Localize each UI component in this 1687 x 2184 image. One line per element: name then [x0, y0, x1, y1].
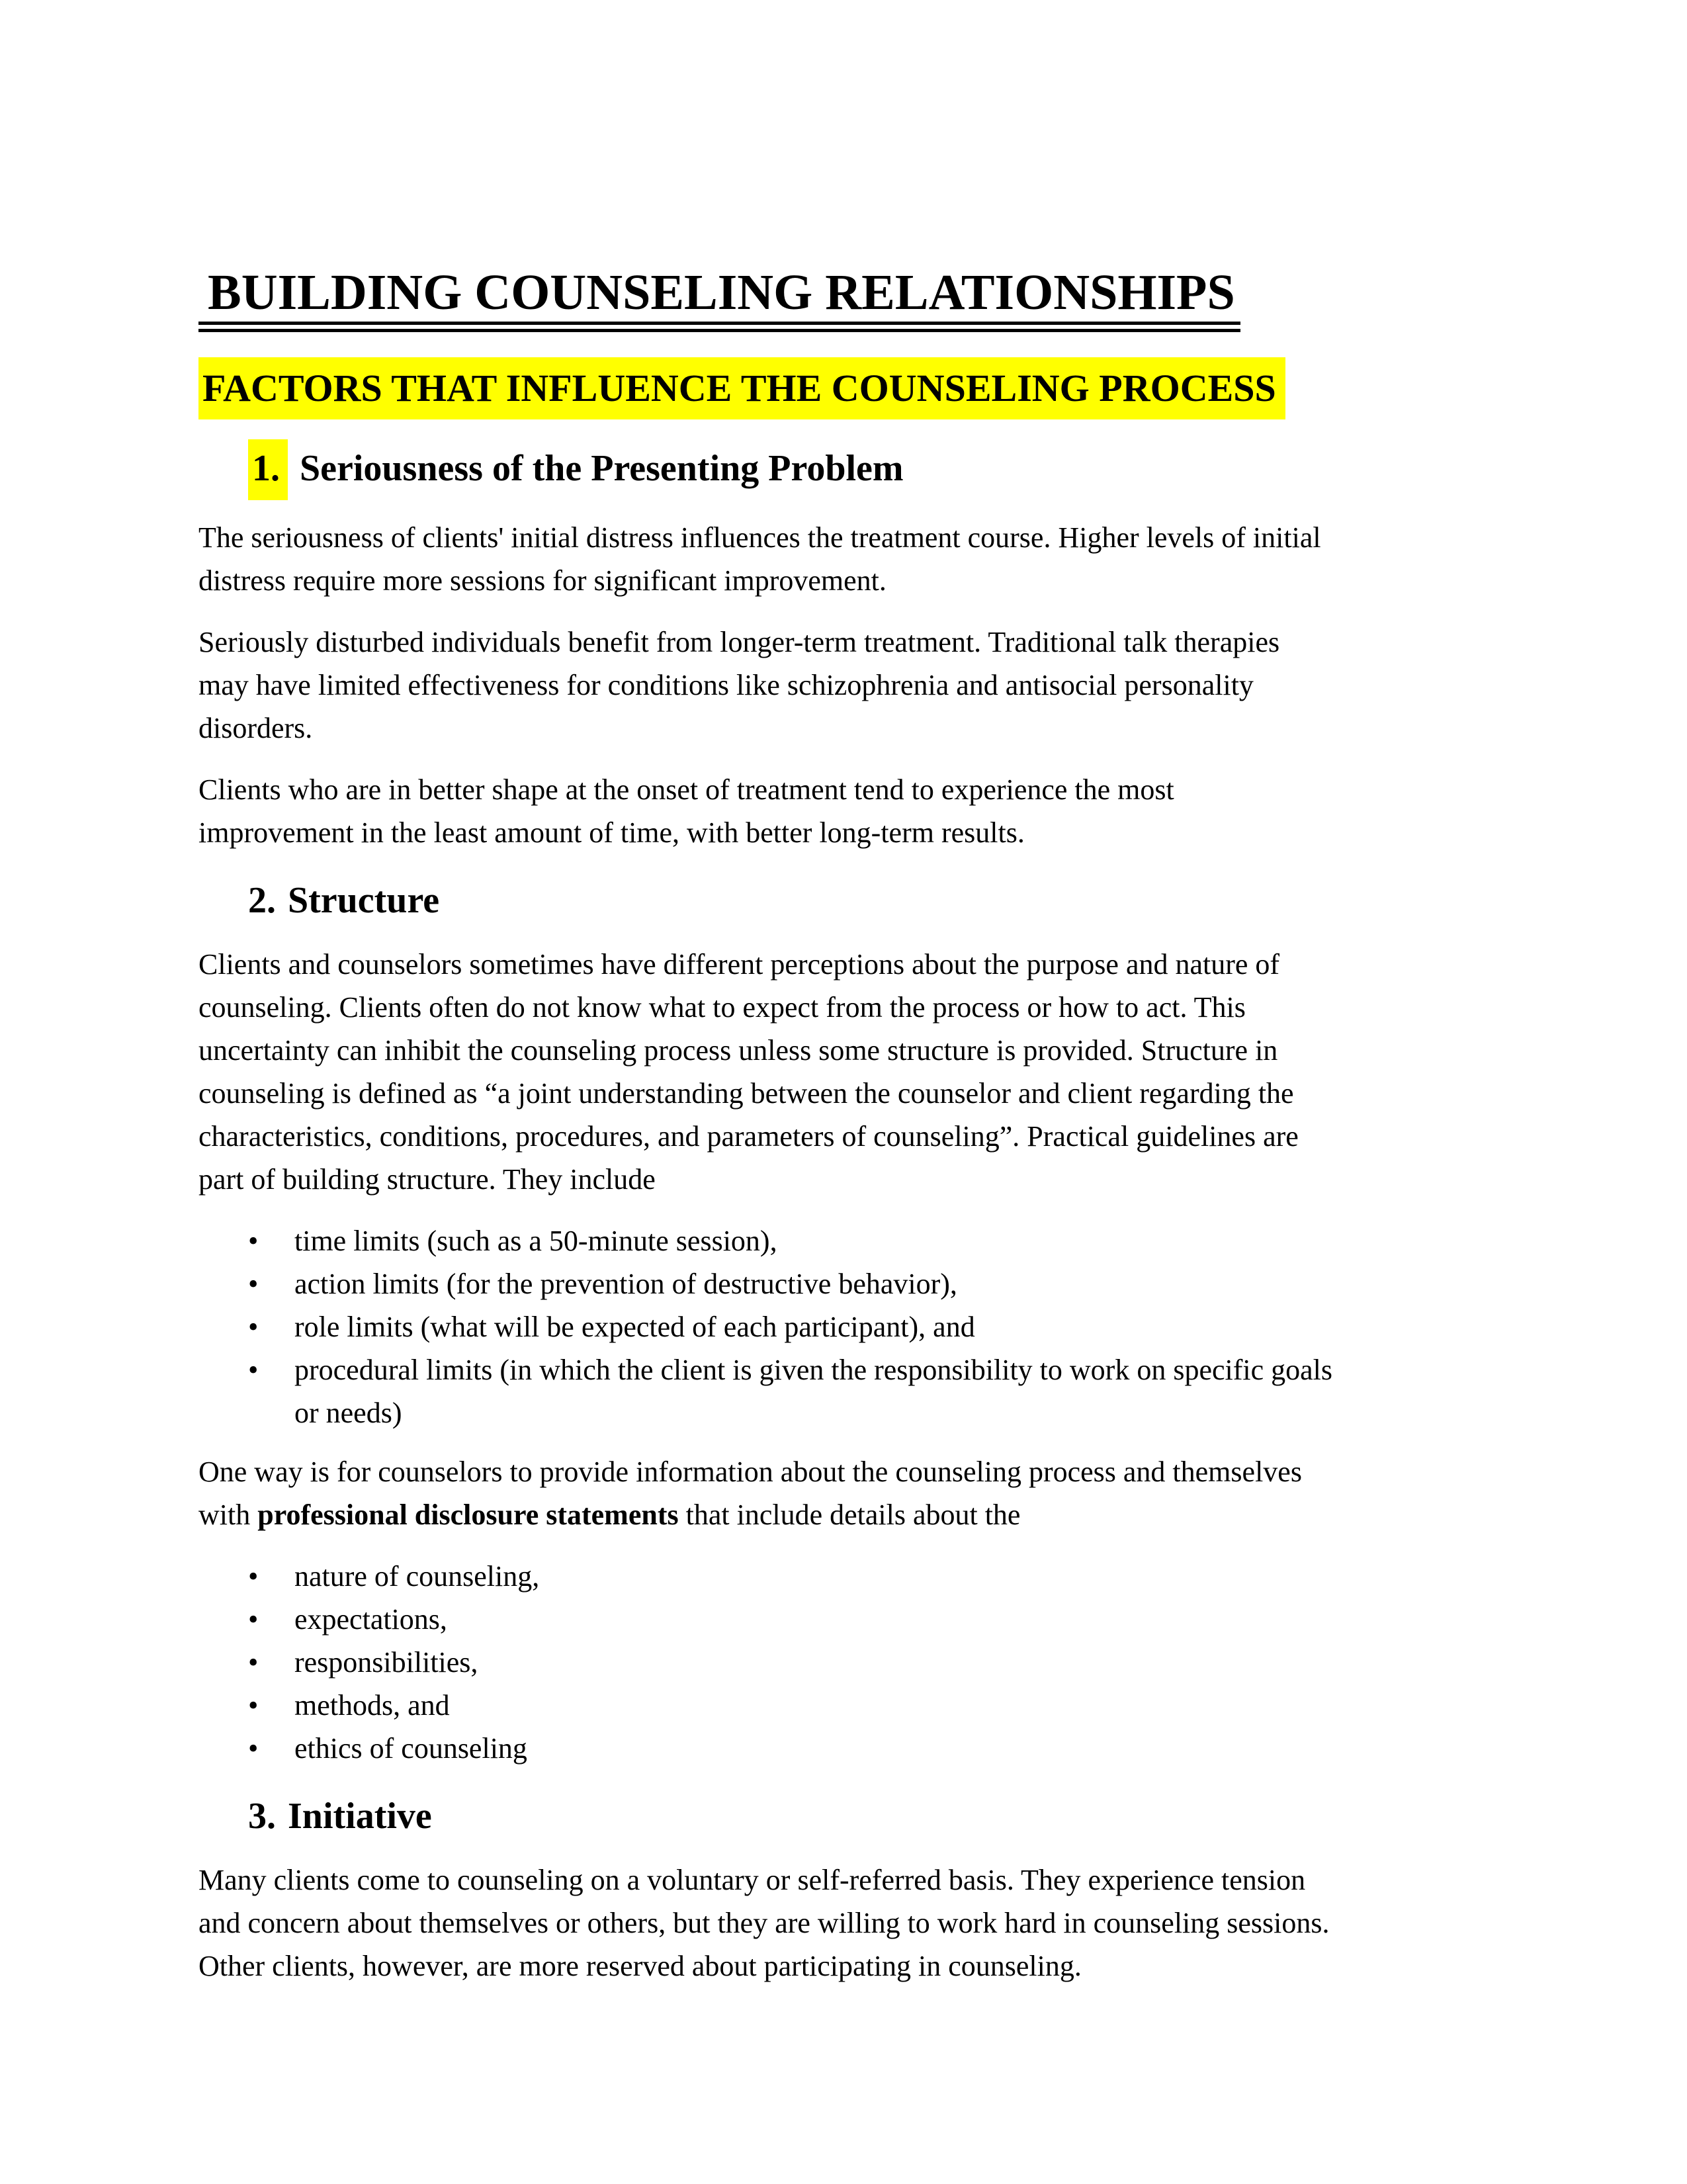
section-number-3: 3.: [248, 1796, 276, 1837]
main-heading: [198, 357, 1489, 419]
section-title-2: Structure: [288, 880, 440, 921]
paragraph-seriousness-2: Seriously disturbed individuals benefit from longer-term treatment. Traditional talk therapies may have limited effectiveness for conditions like schizophrenia and antisocial personality disorders.: [198, 626, 1280, 744]
structure-guidelines-list: [198, 1219, 1489, 1434]
section-heading-1: [248, 439, 1489, 500]
list-item-time-limits: • time limits (such as a 50-minute session),: [294, 1219, 1489, 1262]
disclosure-details-list: [198, 1555, 1489, 1770]
paragraph-disclosure: [198, 1450, 1489, 1536]
disclosure-line-2-suffix: that include details about the: [678, 1499, 1021, 1531]
list-item-methods: • methods, and: [294, 1684, 1489, 1727]
section-heading-3: [248, 1790, 1489, 1843]
paragraph-seriousness-1: The seriousness of clients' initial distress influences the treatment course. Higher levels of initial distress require more sessions for significant improvement.: [198, 521, 1321, 597]
section-title-1: Seriousness of the Presenting Problem: [300, 448, 904, 489]
list-item-procedural-limits: • procedural limits (in which the client is given the responsibility to work on specific goals or needs): [294, 1348, 1489, 1434]
list-item-ethics: • ethics of counseling: [294, 1727, 1489, 1770]
paragraph-initiative: Many clients come to counseling on a voluntary or self-referred basis. They experience tension and concern about themselves or others, but they are willing to work hard in counseling sessions. Other clients, however, are more reserved about participating in counseling.: [198, 1864, 1330, 1982]
document-title-text: BUILDING COUNSELING RELATIONSHIPS: [198, 265, 1240, 332]
section-number-2: 2.: [248, 880, 276, 921]
list-item-responsibilities: • responsibilities,: [294, 1641, 1489, 1684]
list-item-action-limits: • action limits (for the prevention of destructive behavior),: [294, 1262, 1489, 1305]
paragraph-structure-intro: Clients and counselors sometimes have different perceptions about the purpose and nature of counseling. Clients often do not know what to expect from the process or how to act. This uncertainty can inhibit the counseling process unless some structure is provided. Structure in counseling is defined as “a joint understanding between the counselor and client regarding the characteristics, conditions, procedures, and parameters of counseling”. Practical guidelines are part of building structure. They include: [198, 948, 1299, 1196]
section-number-1-highlighted: 1.: [248, 439, 288, 500]
list-item-nature: • nature of counseling,: [294, 1555, 1489, 1598]
paragraph-seriousness-3: Clients who are in better shape at the onset of treatment tend to experience the most improvement in the least amount of time, with better long-term results.: [198, 773, 1174, 849]
disclosure-line-1: One way is for counselors to provide information about the counseling process and themselves: [198, 1456, 1302, 1488]
section-title-3: Initiative: [288, 1796, 432, 1837]
disclosure-line-2-prefix: with: [198, 1499, 258, 1531]
section-heading-2: [248, 874, 1489, 927]
list-item-expectations: • expectations,: [294, 1598, 1489, 1641]
list-item-role-limits: • role limits (what will be expected of each participant), and: [294, 1305, 1489, 1348]
highlighted-heading-text: FACTORS THAT INFLUENCE THE COUNSELING PROCESS: [198, 357, 1285, 419]
disclosure-bold-text: professional disclosure statements: [257, 1499, 679, 1531]
document-title: [198, 259, 1489, 326]
